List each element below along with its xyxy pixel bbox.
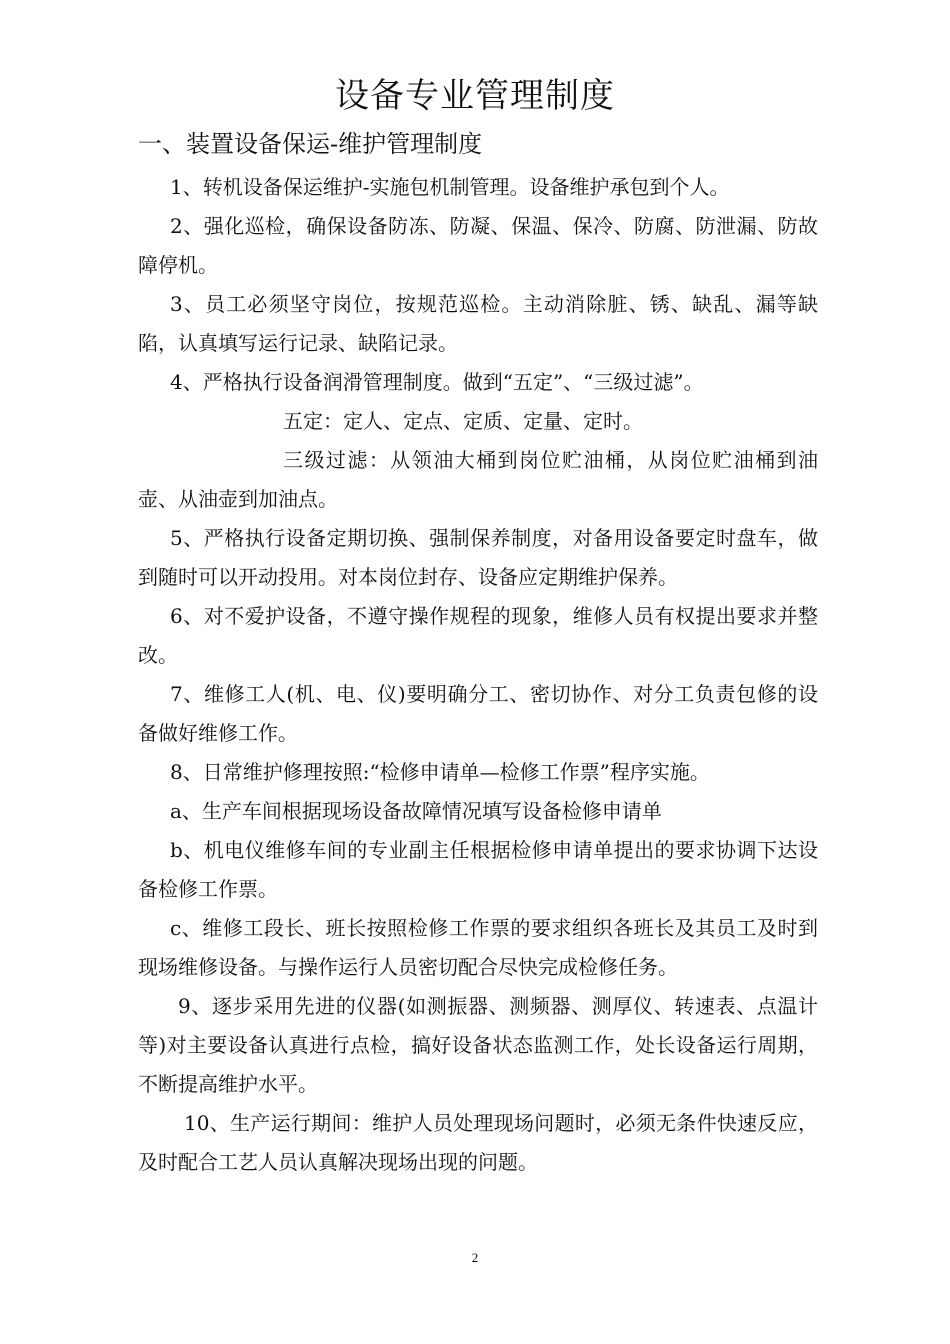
paragraph-7: 7、维修工人(机、电、仪)要明确分工、密切协作、对分工负责包修的设备做好维修工作。 (138, 682, 818, 745)
document-body (138, 168, 818, 1182)
document-title: 设备专业管理制度 (335, 76, 615, 116)
paragraph-10: 10、生产运行期间：维护人员处理现场问题时，必须无条件快速反应，及时配合工艺人员认真解决现场出现的问题。 (138, 1111, 818, 1174)
paragraph-sanji-guolv: 三级过滤：从领油大桶到岗位贮油桶，从岗位贮油桶到油壶、从油壶到加油点。 (138, 448, 818, 511)
paragraph-1: 1、转机设备保运维护-实施包机制管理。设备维护承包到个人。 (170, 175, 730, 199)
paragraph-4: 4、严格执行设备润滑管理制度。做到“五定”、“三级过滤”。 (170, 370, 704, 394)
page-number: 2 (471, 1250, 479, 1265)
paragraph-8b: b、机电仪维修车间的专业副主任根据检修申请单提出的要求协调下达设备检修工作票。 (138, 838, 818, 901)
paragraph-9: 9、逐步采用先进的仪器(如测振器、测频器、测厚仪、转速表、点温计等)对主要设备认真进行点检，搞好设备状态监测工作，处长设备运行周期，不断提高维护水平。 (138, 994, 818, 1096)
paragraph-2: 2、强化巡检，确保设备防冻、防凝、保温、保冷、防腐、防泄漏、防故障停机。 (138, 214, 818, 277)
paragraph-8: 8、日常维护修理按照:“检修申请单—检修工作票”程序实施。 (170, 760, 710, 784)
paragraph-5: 5、严格执行设备定期切换、强制保养制度，对备用设备要定时盘车，做到随时可以开动投用。对本岗位封存、设备应定期维护保养。 (138, 526, 818, 589)
paragraph-8c: c、维修工段长、班长按照检修工作票的要求组织各班长及其员工及时到现场维修设备。与操作运行人员密切配合尽快完成检修任务。 (138, 916, 818, 979)
paragraph-6: 6、对不爱护设备，不遵守操作规程的现象，维修人员有权提出要求并整改。 (138, 604, 818, 667)
section-heading: 一、装置设备保运-维护管理制度 (138, 130, 483, 158)
paragraph-8a: a、生产车间根据现场设备故障情况填写设备检修申请单 (170, 799, 662, 823)
paragraph-3: 3、员工必须坚守岗位，按规范巡检。主动消除脏、锈、缺乱、漏等缺陷，认真填写运行记录、缺陷记录。 (138, 292, 818, 355)
paragraph-wuding: 五定：定人、定点、定质、定量、定时。 (283, 409, 643, 433)
